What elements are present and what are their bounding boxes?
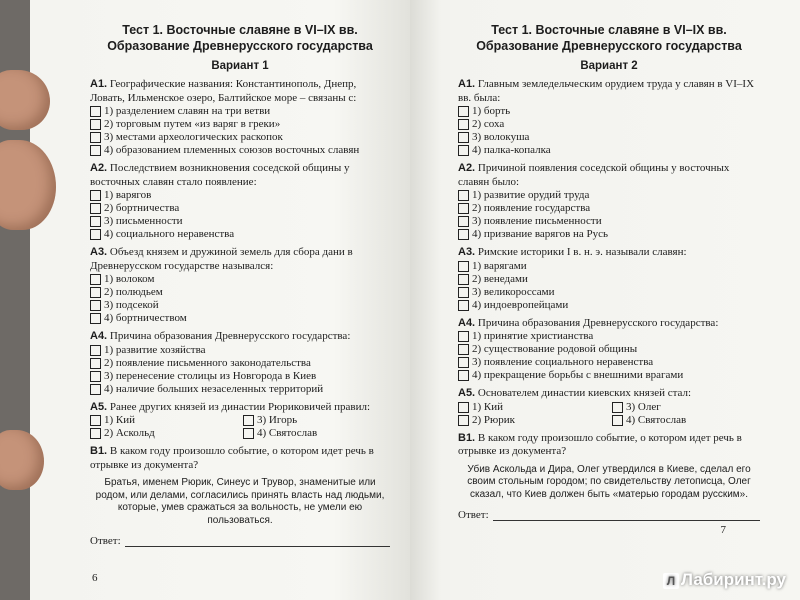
question-text: Римские историки I в. н. э. называли славян:: [477, 246, 687, 258]
answer-option[interactable]: [612, 401, 760, 414]
right-questions: [458, 78, 760, 427]
option-label: 3) местами археологических раскопок: [104, 131, 283, 143]
checkbox[interactable]: [458, 229, 469, 240]
checkbox[interactable]: [612, 402, 623, 413]
answer-option[interactable]: [458, 299, 760, 312]
right-page-number: 7: [720, 524, 726, 536]
question-text: Причина образования Древнерусского государства:: [109, 330, 351, 342]
option-label: 2) Аскольд: [104, 427, 155, 439]
checkbox[interactable]: [90, 384, 101, 395]
checkbox[interactable]: [90, 216, 101, 227]
answer-option[interactable]: [243, 414, 390, 427]
option-label: 2) торговым путем «из варяг в греки»: [104, 118, 281, 130]
checkbox[interactable]: [243, 428, 254, 439]
answer-option[interactable]: [458, 228, 760, 241]
answer-option[interactable]: [612, 414, 760, 427]
option-label: 2) Рюрик: [472, 413, 515, 426]
checkbox[interactable]: [458, 415, 469, 426]
answer-option[interactable]: [458, 273, 760, 286]
answer-option[interactable]: [458, 118, 760, 131]
checkbox[interactable]: [458, 357, 469, 368]
option-label: 3) письменности: [104, 215, 183, 227]
question-number: А4.: [90, 330, 108, 342]
answer-option[interactable]: [90, 344, 390, 357]
option-label: 1) варягов: [104, 189, 152, 201]
left-variant: Вариант 1: [211, 60, 269, 72]
right-question: [458, 246, 760, 312]
question-number: А5.: [90, 400, 108, 413]
answer-option[interactable]: [90, 299, 390, 312]
checkbox[interactable]: [458, 370, 469, 381]
question-text: Последствием возникновения соседской общины у восточных славян стало появление:: [90, 162, 350, 188]
answer-option[interactable]: [458, 260, 760, 273]
left-answer-label: Ответ:: [90, 535, 121, 547]
watermark-text: Лабиринт.ру: [680, 570, 786, 589]
answer-option[interactable]: [458, 131, 760, 144]
checkbox[interactable]: [90, 287, 101, 298]
right-b1-text: В каком году произошло событие, о котором идет речь в отрывке из документа?: [458, 431, 742, 457]
option-label: 4) Святослав: [626, 413, 687, 426]
option-label: 4) социального неравенства: [104, 228, 235, 240]
option-label: 3) Олег: [626, 400, 661, 413]
checkbox[interactable]: [458, 261, 469, 272]
checkbox[interactable]: [90, 345, 101, 356]
left-b1: [90, 445, 390, 547]
checkbox[interactable]: [90, 371, 101, 382]
checkbox[interactable]: [458, 119, 469, 130]
option-label: 1) разделением славян на три ветви: [104, 105, 271, 117]
answer-option[interactable]: [90, 273, 390, 286]
checkbox[interactable]: [612, 415, 623, 426]
left-question: [90, 401, 390, 441]
option-label: 1) Кий: [104, 414, 136, 426]
option-label: 4) Святослав: [257, 427, 318, 439]
option-label: 4) наличие больших незаселенных территорий: [104, 382, 324, 395]
checkbox[interactable]: [90, 313, 101, 324]
option-label: 3) великороссами: [472, 285, 555, 298]
question-text: Объезд князем и дружиной земель для сбора дани в Древнерусском государстве назывался:: [90, 246, 353, 272]
question-number: А1.: [458, 78, 476, 90]
checkbox[interactable]: [458, 287, 469, 298]
option-label: 1) развитие орудий труда: [472, 189, 590, 201]
right-question: [458, 78, 760, 157]
answer-option[interactable]: [90, 144, 390, 157]
answer-option[interactable]: [458, 330, 760, 343]
checkbox[interactable]: [458, 190, 469, 201]
option-label: 2) существование родовой общины: [472, 343, 638, 355]
option-label: 3) подсекой: [104, 299, 159, 311]
right-answer-line[interactable]: [493, 510, 760, 521]
question-number: А3.: [458, 246, 476, 258]
option-label: 2) появление государства: [472, 202, 591, 214]
left-question: [90, 246, 390, 325]
right-b1-num: В1.: [458, 431, 476, 444]
answer-option[interactable]: [90, 383, 390, 396]
answer-option[interactable]: [458, 369, 760, 382]
option-label: 1) Кий: [472, 400, 504, 413]
option-label: 3) перенесение столицы из Новгорода в Киев: [104, 369, 317, 382]
checkbox[interactable]: [458, 402, 469, 413]
checkbox[interactable]: [90, 415, 101, 426]
checkbox[interactable]: [90, 203, 101, 214]
checkbox[interactable]: [458, 203, 469, 214]
option-label: 2) появление письменного законодательства: [104, 356, 311, 369]
checkbox[interactable]: [90, 106, 101, 117]
option-label: 1) варягами: [472, 259, 527, 272]
answer-option[interactable]: [90, 427, 237, 440]
left-question: [90, 78, 390, 157]
left-b1-text: В каком году произошло событие, о котором идет речь в отрывке из документа?: [90, 445, 374, 471]
answer-option[interactable]: [90, 228, 390, 241]
checkbox[interactable]: [458, 145, 469, 156]
left-answer-line[interactable]: [125, 536, 390, 547]
answer-option[interactable]: [458, 215, 760, 228]
answer-option[interactable]: [458, 189, 760, 202]
question-number: А5.: [458, 387, 476, 399]
option-label: 3) Игорь: [257, 414, 298, 426]
checkbox[interactable]: [458, 106, 469, 117]
answer-option[interactable]: [458, 356, 760, 369]
checkbox[interactable]: [90, 119, 101, 130]
option-label: 4) индоевропейцами: [472, 298, 569, 311]
checkbox[interactable]: [90, 229, 101, 240]
answer-option[interactable]: [90, 189, 390, 202]
right-question: [458, 162, 760, 241]
question-number: А3.: [90, 246, 108, 258]
answer-option[interactable]: [90, 312, 390, 325]
question-number: А1.: [90, 78, 108, 90]
answer-option[interactable]: [90, 118, 390, 131]
option-label: 1) принятие христианства: [472, 330, 594, 342]
option-label: 3) появление социального неравенства: [472, 356, 654, 368]
checkbox[interactable]: [90, 274, 101, 285]
answer-option[interactable]: [90, 202, 390, 215]
right-page: [410, 0, 800, 600]
right-variant: Вариант 2: [580, 60, 638, 72]
option-label: 4) прекращение борьбы с внешними врагами: [472, 369, 684, 381]
left-questions: [90, 78, 390, 440]
answer-option[interactable]: [90, 357, 390, 370]
question-text: Географические названия: Константинополь, Днепр, Ловать, Ильменское озеро, Балтийское море – связаны с:: [90, 78, 357, 104]
right-question: [458, 317, 760, 383]
option-label: 1) борть: [472, 105, 511, 117]
left-b1-num: В1.: [90, 445, 108, 457]
option-label: 4) призвание варягов на Русь: [472, 228, 609, 240]
question-number: А2.: [458, 162, 476, 174]
question-text: Причиной появления соседской общины у восточных славян было:: [458, 162, 730, 188]
option-label: 2) бортничества: [104, 202, 180, 214]
checkbox[interactable]: [90, 358, 101, 369]
option-label: 2) венедами: [472, 272, 528, 285]
left-page: [30, 0, 410, 600]
answer-option[interactable]: [243, 427, 390, 440]
option-label: 4) палка-копалка: [472, 144, 551, 156]
question-number: А2.: [90, 162, 108, 174]
left-b1-doc: Братья, именем Рюрик, Синеус и Трувор, знаменитые или родом, или делами, согласились принять власть над людьми, которые, умев сражаться за вольность, не умели ею пользоваться.: [95, 477, 385, 526]
question-text: Основателем династии киевских князей стал:: [477, 387, 692, 399]
checkbox[interactable]: [243, 415, 254, 426]
question-number: А4.: [458, 316, 476, 329]
question-text: Главным земледельческим орудием труда у славян в VI–IX вв. была:: [458, 78, 755, 104]
watermark: [663, 570, 786, 590]
option-label: 1) развитие хозяйства: [104, 343, 206, 356]
option-label: 2) полюдьем: [104, 286, 163, 298]
question-text: Причина образования Древнерусского государства:: [477, 316, 719, 329]
book-icon: Л: [663, 573, 679, 589]
left-question: [90, 330, 390, 396]
checkbox[interactable]: [90, 145, 101, 156]
checkbox[interactable]: [90, 428, 101, 439]
question-text: Ранее других князей из династии Рюриковичей правил:: [109, 400, 371, 413]
right-question: [458, 387, 760, 427]
checkbox[interactable]: [458, 331, 469, 342]
option-label: 3) волокуша: [472, 131, 530, 143]
checkbox[interactable]: [458, 132, 469, 143]
left-page-number: 6: [92, 572, 98, 584]
right-title: Тест 1. Восточные славяне в VI–IX вв. Образование Древнерусского государства: [476, 23, 742, 53]
answer-option[interactable]: [458, 105, 760, 118]
option-label: 4) образованием племенных союзов восточных славян: [104, 144, 360, 156]
right-b1-doc: Убив Аскольда и Дира, Олег утвердился в Киеве, сделал его своим стольным городом; по свидетельству летописца, Олег сказал, что Киев должен быть «матерью городам русским».: [467, 463, 751, 500]
right-answer-label: Ответ:: [458, 509, 489, 521]
right-b1: [458, 432, 760, 522]
answer-option[interactable]: [458, 144, 760, 157]
answer-option[interactable]: [90, 131, 390, 144]
answer-option[interactable]: [90, 215, 390, 228]
answer-option[interactable]: [458, 286, 760, 299]
checkbox[interactable]: [90, 190, 101, 201]
answer-option[interactable]: [458, 401, 606, 414]
left-question: [90, 162, 390, 241]
answer-option[interactable]: [90, 414, 237, 427]
option-label: 2) соха: [472, 118, 505, 130]
checkbox[interactable]: [90, 300, 101, 311]
answer-option[interactable]: [90, 105, 390, 118]
checkbox[interactable]: [458, 300, 469, 311]
option-label: 3) появление письменности: [472, 215, 602, 227]
checkbox[interactable]: [90, 132, 101, 143]
answer-option[interactable]: [90, 286, 390, 299]
answer-option[interactable]: [458, 202, 760, 215]
option-label: 1) волоком: [104, 273, 155, 285]
answer-option[interactable]: [458, 414, 606, 427]
answer-option[interactable]: [458, 343, 760, 356]
checkbox[interactable]: [458, 344, 469, 355]
checkbox[interactable]: [458, 274, 469, 285]
answer-option[interactable]: [90, 370, 390, 383]
left-title: Тест 1. Восточные славяне в VI–IX вв. Образование Древнерусского государства: [107, 23, 373, 53]
option-label: 4) бортничеством: [104, 312, 187, 324]
checkbox[interactable]: [458, 216, 469, 227]
